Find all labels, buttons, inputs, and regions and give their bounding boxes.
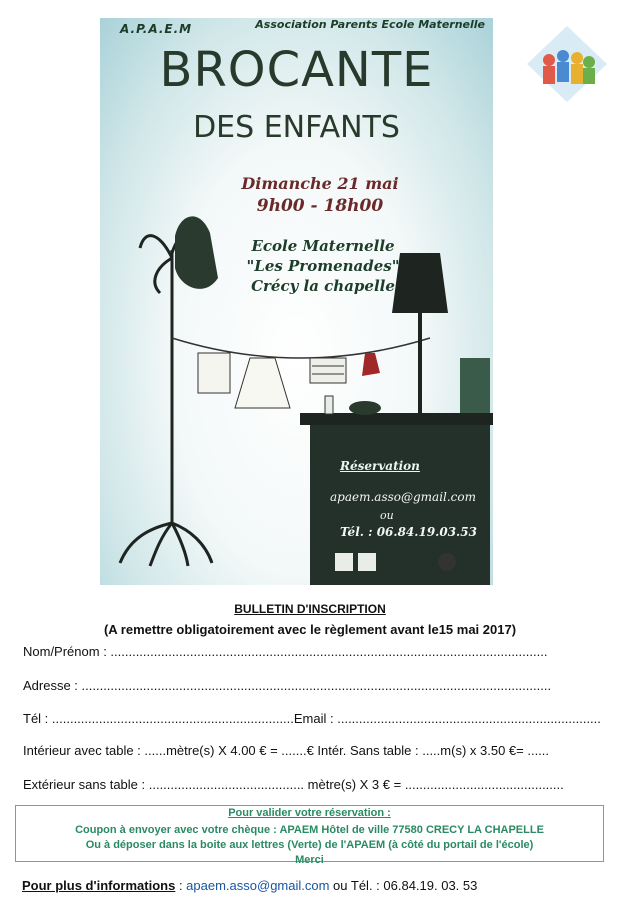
org-short-name: A.P.A.E.M	[120, 22, 193, 36]
school-line-2: "Les Promenades"	[246, 257, 400, 275]
event-hours: 9h00 - 18h00	[256, 196, 384, 216]
reservation-or: ou	[380, 509, 394, 522]
coupon-box	[15, 805, 604, 866]
poster-title: BROCANTE	[159, 42, 434, 98]
reservation-phone: Tél. : 06.84.19.03.53	[340, 525, 477, 539]
coupon-line-3: Merci	[295, 854, 324, 866]
footer-info	[22, 878, 477, 893]
school-line-1: Ecole Maternelle	[251, 237, 395, 255]
footer-email[interactable]: apaem.asso@gmail.com	[186, 878, 330, 893]
interior-table-field[interactable]: Intérieur avec table : ......mètre(s) X 4.00 € = .......€ Intér. Sans table : .....m(s) x 3.50 €= ......	[23, 743, 550, 758]
coupon-line-1: Coupon à envoyer avec votre chèque : APAEM Hôtel de ville 77580 CRECY LA CHAPELLE	[75, 824, 544, 836]
form-title: BULLETIN D'INSCRIPTION	[234, 602, 386, 616]
footer-tel: ou Tél. : 06.84.19. 03. 53	[329, 878, 478, 893]
form-subtitle: (A remettre obligatoirement avec le règlement avant le15 mai 2017)	[103, 622, 517, 637]
tel-email-field[interactable]: Tél : ...................................................................Email : .........................................................................	[23, 711, 601, 726]
reservation-label: Réservation	[340, 459, 420, 473]
exterior-field[interactable]: Extérieur sans table : ........................................... mètre(s) X 3 € = ............................................	[23, 777, 564, 792]
coupon-heading: Pour valider votre réservation :	[228, 807, 391, 819]
org-full-name: Association Parents Ecole Maternelle	[255, 18, 485, 31]
footer-sep: :	[175, 878, 187, 893]
reservation-email: apaem.asso@gmail.com	[330, 490, 477, 504]
name-field[interactable]: Nom/Prénom : .........................................................................................................................	[23, 644, 548, 659]
event-poster	[100, 18, 493, 585]
address-field[interactable]: Adresse : ..................................................................................................................................	[23, 678, 552, 693]
children-logo-icon	[527, 26, 607, 102]
event-date: Dimanche 21 mai	[241, 174, 399, 193]
footer-label: Pour plus d'informations	[22, 878, 176, 893]
event-location	[218, 236, 428, 296]
school-line-3: Crécy la chapelle	[251, 277, 395, 295]
coupon-line-2: Ou à déposer dans la boite aux lettres (Verte) de l'APAEM (à côté du portail de l'école)	[85, 839, 534, 851]
poster-subtitle: DES ENFANTS	[193, 110, 400, 145]
